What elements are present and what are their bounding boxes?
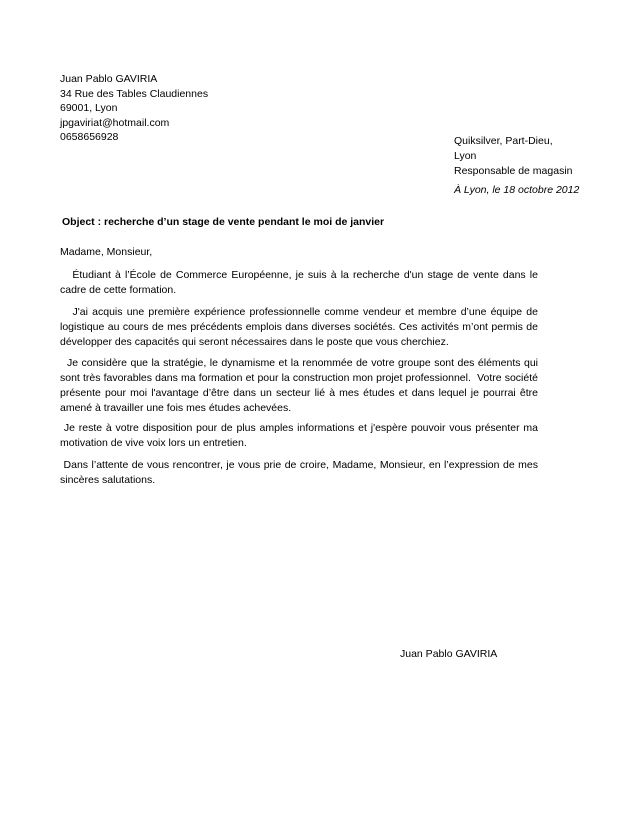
- letter-date: À Lyon, le 18 octobre 2012: [454, 184, 580, 196]
- sender-city: 69001, Lyon: [60, 102, 118, 114]
- letter-salutation: Madame, Monsieur,: [60, 246, 153, 258]
- sender-phone: 0658656928: [60, 131, 119, 143]
- paragraph-closing: Dans l’attente de vous rencontrer, je vous prie de croire, Madame, Monsieur, en l’expression de mes sincères salutations.: [60, 459, 541, 486]
- signature: Juan Pablo GAVIRIA: [400, 648, 498, 660]
- paragraph-availability: Je reste à votre disposition pour de plus amples informations et j'espère pouvoir vous présenter ma motivation de vive voix lors un entretien.: [60, 422, 541, 449]
- paragraph-intro: Étudiant à l’École de Commerce Européenne, je suis à la recherche d'un stage de vente dans le cadre de cette formation.: [60, 269, 541, 296]
- sender-address-block: [60, 72, 208, 145]
- recipient-city: Lyon: [454, 150, 477, 162]
- paragraph-experience: J'ai acquis une première expérience professionnelle comme vendeur et membre d’une équipe de logistique au cours de mes précédents emplois dans diverses sociétés. Ces activités m’ont permis de développer des capacités qui seront nécessaires dans le poste que vous cherchiez.: [60, 306, 541, 348]
- recipient-address-block: [454, 134, 604, 179]
- recipient-company: Quiksilver, Part-Dieu,: [454, 135, 553, 147]
- paragraph-motivation: Je considère que la stratégie, le dynamisme et la renommée de votre groupe sont des éléments qui sont très favorables dans ma formation et pour la construction mon projet professionnel. Votre société présente pour moi l'avantage d’être dans un secteur lié à mes études et dans lequel je pourrai être amené à travailler une fois mes études achevées.: [60, 357, 541, 414]
- letter-object: Object : recherche d’un stage de vente pendant le moi de janvier: [62, 216, 385, 228]
- sender-email: jpgaviriat@hotmail.com: [60, 116, 170, 129]
- sender-street: 34 Rue des Tables Claudiennes: [60, 87, 209, 100]
- recipient-role: Responsable de magasin: [454, 165, 573, 177]
- sender-name: Juan Pablo GAVIRIA: [60, 73, 158, 85]
